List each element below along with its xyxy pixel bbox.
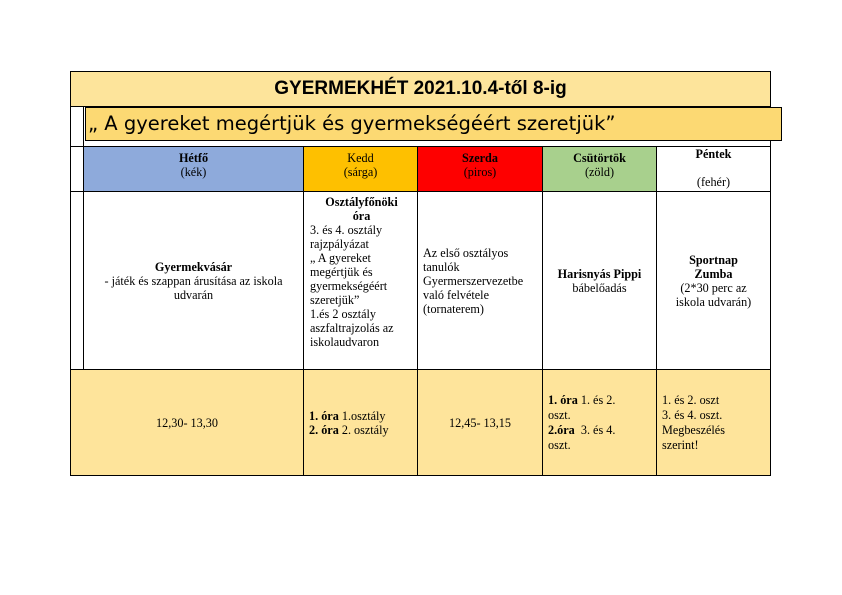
program-title: Gyermekvásár (154, 259, 233, 274)
program-wednesday (418, 192, 542, 369)
time-line: szerint! (662, 437, 699, 452)
day-header-monday (84, 147, 303, 191)
time-wednesday (418, 370, 542, 475)
program-line: szeretjük” (310, 293, 360, 307)
program-thursday (543, 192, 656, 369)
lesson-text: 2. osztály (338, 422, 389, 437)
day-name: Kedd (347, 151, 374, 165)
day-color-name: (zöld) (584, 165, 615, 179)
program-line: iskola udvarán) (675, 294, 752, 309)
day-header-friday (657, 147, 770, 191)
day-name: Hétfő (178, 151, 209, 165)
schedule-table (70, 71, 771, 476)
page-title: GYERMEKHÉT 2021.10.4-től 8-ig (71, 72, 770, 107)
day-header-wednesday (418, 147, 542, 191)
program-line: (tornaterem) (423, 301, 484, 316)
program-line: Az első osztályos (423, 245, 509, 260)
program-line: 3. és 4. osztály (310, 223, 383, 237)
day-color-name: (kék) (180, 165, 207, 179)
grid-line (303, 146, 304, 475)
grid-line (71, 369, 770, 370)
time-friday (657, 370, 770, 475)
program-tuesday (304, 192, 417, 369)
grid-line (656, 146, 657, 475)
program-line: (2*30 perc az (680, 280, 747, 295)
day-name: Péntek (695, 147, 732, 161)
lesson-label: 2. óra (309, 422, 339, 437)
grid-line (83, 106, 84, 370)
time-line: 1. és 2. oszt (662, 392, 720, 407)
time-line: 3. és 4. oszt. (662, 407, 723, 422)
program-title: Harisnyás Pippi (557, 266, 642, 281)
lesson-label: 1. óra (309, 408, 339, 423)
time-text: 12,30- 13,30 (156, 415, 218, 430)
program-line: aszfaltrajzolás az (310, 321, 394, 335)
grid-line (542, 146, 543, 475)
program-line: 1.és 2 osztály (310, 307, 377, 321)
program-title: Zumba (694, 266, 733, 281)
program-title: Sportnap (689, 252, 738, 267)
time-monday (71, 370, 303, 475)
program-title: óra (352, 209, 371, 223)
program-line: tanulók (423, 259, 460, 274)
program-text: bábelőadás (572, 280, 627, 295)
program-line: megértjük és (310, 265, 373, 279)
lesson-label: 1. óra (548, 392, 578, 407)
lesson-text: 3. és 4. (574, 422, 616, 437)
program-monday (84, 192, 303, 369)
lesson-text: 1.osztály (338, 408, 386, 423)
lesson-text: oszt. (548, 407, 571, 422)
grid-line (71, 191, 770, 192)
day-color-name: (sárga) (343, 165, 378, 179)
day-header-thursday (543, 147, 656, 191)
day-header-tuesday (304, 147, 417, 191)
program-friday (657, 192, 770, 369)
program-text: - játék és szappan árusítása az iskola udvarán (104, 273, 283, 302)
grid-line (417, 146, 418, 475)
day-color-name: (fehér) (696, 175, 731, 189)
time-line: Megbeszélés (662, 422, 725, 437)
time-tuesday (304, 370, 417, 475)
program-line: gyermekségéért (310, 279, 388, 293)
program-line: Gyermerszervezetbe (423, 273, 524, 288)
day-name: Szerda (462, 151, 498, 165)
time-thursday (543, 370, 656, 475)
motto-banner: „ A gyereket megértjük és gyermekségéért szeretjük” (85, 107, 782, 141)
lesson-label: 2.óra (548, 422, 575, 437)
program-line: való felvétele (423, 287, 489, 302)
grid-line (71, 146, 770, 147)
lesson-text: oszt. (548, 437, 571, 452)
program-line: rajzpályázat (310, 237, 369, 251)
time-text: 12,45- 13,15 (449, 415, 511, 430)
program-line: iskolaudvaron (310, 335, 380, 349)
day-color-name: (piros) (463, 165, 497, 179)
program-line: „ A gyereket (310, 251, 371, 265)
program-title: Osztályfőnöki (325, 195, 398, 209)
lesson-text: 1. és 2. (577, 392, 616, 407)
day-name: Csütörtök (573, 151, 626, 165)
